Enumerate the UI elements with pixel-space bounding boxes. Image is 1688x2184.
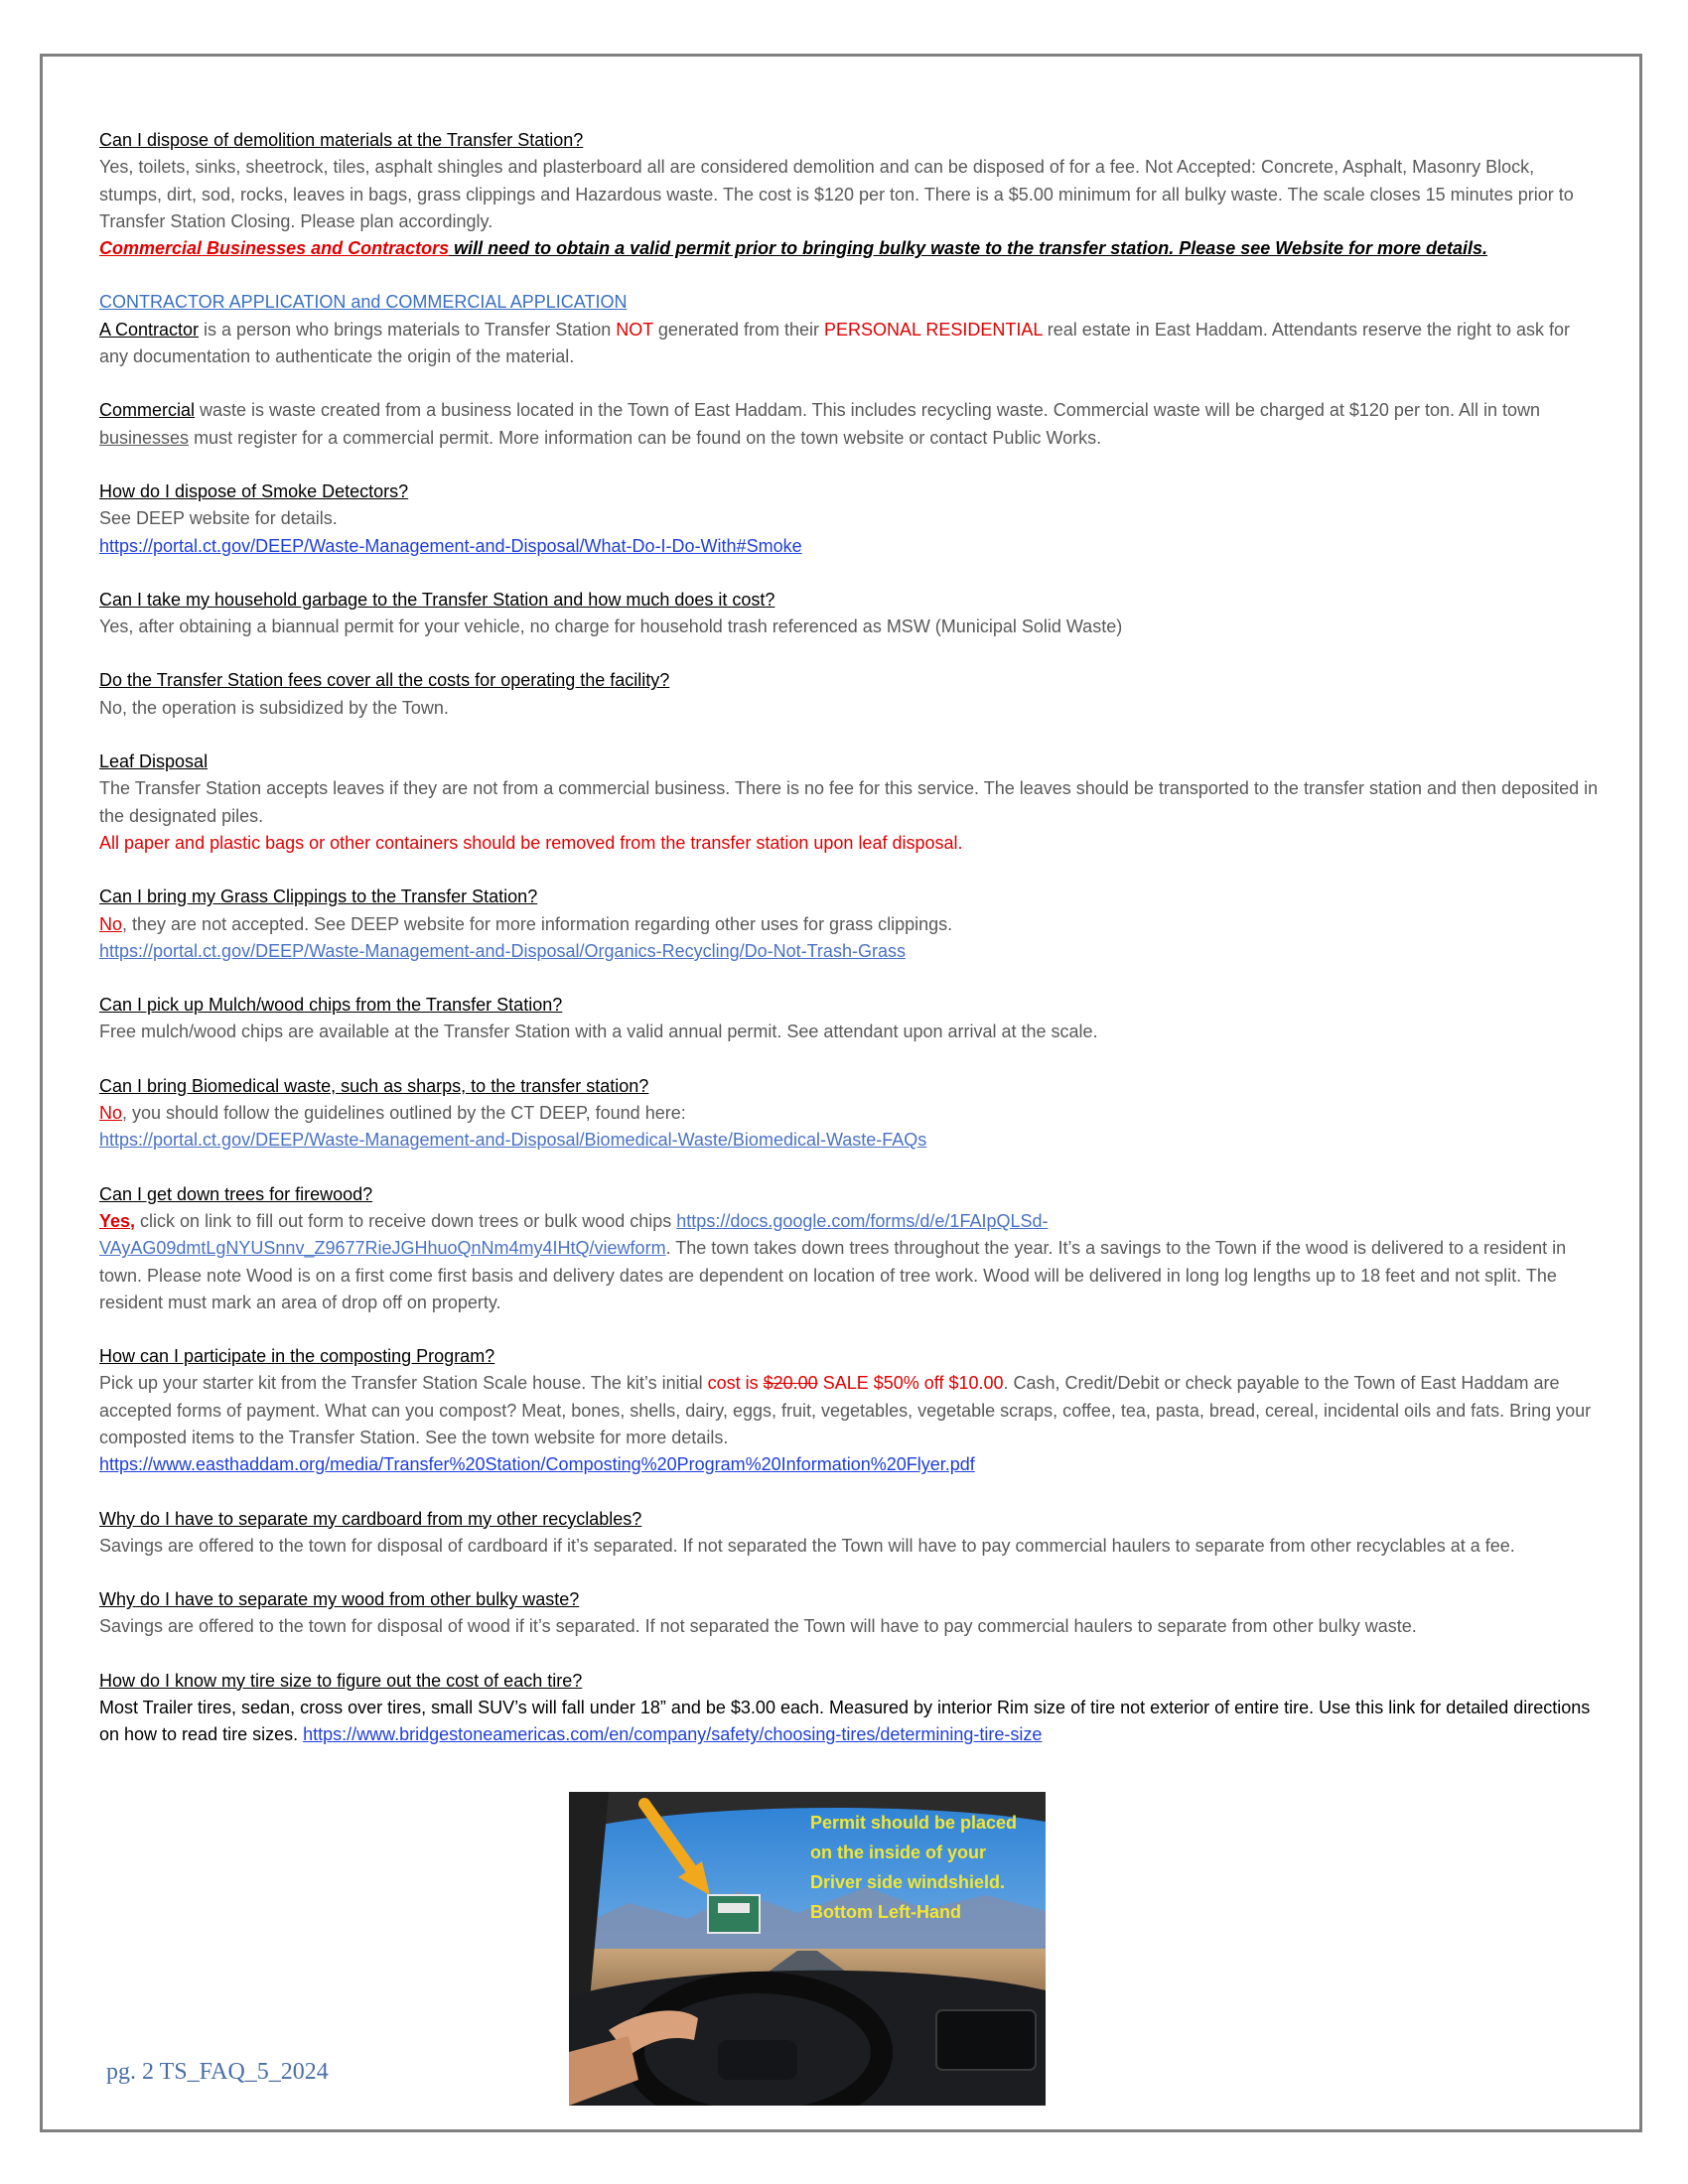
- faq-biomedical: [99, 1073, 1599, 1155]
- firewood-form-link[interactable]: https://docs.google.com/forms/d/e/1FAIpQLSd-VAyAG09dmtLgNYUSnnv_Z9677RieJGHhuoQnNm4my4IHtQ/viewform: [99, 1210, 1049, 1259]
- answer-mulch: Free mulch/wood chips are available at the Transfer Station with a valid annual permit. See attendant upon arrival at the scale.: [99, 1022, 1098, 1042]
- faq-cardboard: [99, 1506, 1599, 1561]
- question-fees: Do the Transfer Station fees cover all the costs for operating the facility?: [99, 670, 670, 691]
- businesses-term: businesses: [99, 427, 190, 448]
- compost-text-1: Pick up your starter kit from the Transfer Station Scale house. The kit’s initial: [99, 1373, 708, 1394]
- compost-sale-price: SALE $50% off $10.00: [817, 1373, 1004, 1394]
- answer-smoke: See DEEP website for details.: [99, 508, 338, 529]
- answer-tire: Most Trailer tires, sedan, cross over tires, small SUV’s will fall under 18” and be $3.00 each. Measured by interior Rim size of tire not exterior of entire tire. Use this link for detailed directions on how to read tire sizes.: [99, 1698, 1591, 1745]
- question-compost: How can I participate in the composting Program?: [99, 1346, 495, 1367]
- biomedical-link[interactable]: https://portal.ct.gov/DEEP/Waste-Management-and-Disposal/Biomedical-Waste/Biomedical-Waste-FAQs: [99, 1130, 927, 1151]
- question-grass: Can I bring my Grass Clippings to the Transfer Station?: [99, 887, 538, 907]
- compost-text-2: . Cash, Credit/Debit or check payable to the Town of East Haddam are accepted forms of payment. What can you compost? Meat, bones, shells, dairy, eggs, fruit, vegetables, vegetable scraps, coffee, tea, pasta, bread, cereal, incidental oils and fats. Bring your composted items to the Transfer Station. See the town website for more details.: [99, 1373, 1592, 1447]
- question-firewood: Can I get down trees for firewood?: [99, 1183, 373, 1204]
- grass-no: No: [99, 913, 123, 934]
- faq-fees: [99, 667, 1599, 722]
- compost-flyer-link[interactable]: https://www.easthaddam.org/media/Transfer%20Station/Composting%20Program%20Information%20Flyer.pdf: [99, 1454, 975, 1475]
- question-cardboard: Why do I have to separate my cardboard from my other recyclables?: [99, 1508, 642, 1529]
- faq-demolition: [99, 127, 1599, 262]
- question-demolition: Can I dispose of demolition materials at the Transfer Station?: [99, 130, 584, 150]
- question-garbage: Can I take my household garbage to the Transfer Station and how much does it cost?: [99, 589, 775, 610]
- grass-link[interactable]: https://portal.ct.gov/DEEP/Waste-Management-and-Disposal/Organics-Recycling/Do-Not-Trash-Grass: [99, 940, 906, 961]
- question-leaf: Leaf Disposal: [99, 751, 209, 772]
- not-label: NOT: [616, 319, 653, 340]
- faq-tire: [99, 1668, 1599, 1749]
- answer-cardboard: Savings are offered to the town for disposal of cardboard if it’s separated. If not separated the Town will have to pay commercial haulers to separate from other recyclables at a fee.: [99, 1535, 1515, 1556]
- firewood-yes: Yes,: [99, 1210, 136, 1231]
- contractor-section: [99, 289, 1599, 370]
- commercial-text-1: waste is waste created from a business located in the Town of East Haddam. This includes recycling waste. Commercial waste will be charged at $120 per ton. All in town: [195, 400, 1541, 421]
- question-wood: Why do I have to separate my wood from other bulky waste?: [99, 1589, 580, 1610]
- personal-residential-label: PERSONAL RESIDENTIAL: [824, 319, 1043, 340]
- faq-smoke: [99, 478, 1599, 560]
- contractor-text-1: is a person who brings materials to Transfer Station: [199, 319, 617, 340]
- smoke-link[interactable]: https://portal.ct.gov/DEEP/Waste-Management-and-Disposal/What-Do-I-Do-With#Smoke: [99, 535, 802, 556]
- answer-biomedical: , you should follow the guidelines outlined by the CT DEEP, found here:: [122, 1103, 686, 1124]
- compost-cost-label: cost is: [707, 1373, 764, 1394]
- answer-grass: , they are not accepted. See DEEP website for more information regarding other uses for grass clippings.: [122, 913, 953, 934]
- answer-fees: No, the operation is subsidized by the Town.: [99, 697, 449, 718]
- commercial-term: Commercial: [99, 400, 196, 421]
- question-tire: How do I know my tire size to figure out the cost of each tire?: [99, 1670, 583, 1691]
- answer-leaf: The Transfer Station accepts leaves if they are not from a commercial business. There is no fee for this service. The leaves should be transported to the transfer station and then deposited in the designated piles.: [99, 778, 1599, 826]
- firewood-text-1: click on link to fill out form to receive down trees or bulk wood chips: [135, 1210, 677, 1231]
- question-mulch: Can I pick up Mulch/wood chips from the Transfer Station?: [99, 995, 563, 1016]
- tire-size-link[interactable]: https://www.bridgestoneamericas.com/en/company/safety/choosing-tires/determining-tire-size: [303, 1724, 1043, 1745]
- answer-demolition: Yes, toilets, sinks, sheetrock, tiles, asphalt shingles and plasterboard all are considered demolition and can be disposed of for a fee. Not Accepted: Concrete, Asphalt, Masonry Block, stumps, dirt, sod, rocks, leaves in bags, grass clippings and Hazardous waste. The cost is $120 per ton. There is a $5.00 minimum for all bulky waste. The scale closes 15 minutes prior to Transfer Station Closing. Please plan accordingly.: [99, 157, 1574, 231]
- faq-garbage: [99, 587, 1599, 641]
- faq-leaf: [99, 749, 1599, 857]
- answer-wood: Savings are offered to the town for disposal of wood if it’s separated. If not separated the Town will have to pay commercial haulers to separate from other bulky waste.: [99, 1616, 1417, 1637]
- biomedical-no: No: [99, 1103, 123, 1124]
- contractor-text-2: generated from their: [652, 319, 825, 340]
- commercial-section: [99, 397, 1599, 452]
- commercial-text-2: must register for a commercial permit. More information can be found on the town website or contact Public Works.: [189, 427, 1102, 448]
- firewood-text-2: . The town takes down trees throughout the year. It’s a savings to the Town if the wood is delivered to a resident in town. Please note Wood is on a first come first basis and delivery dates are dependent on location of tree work. Wood will be delivered in long log lengths up to 18 feet and not split. The resident must mark an area of drop off on property.: [99, 1238, 1567, 1312]
- note-permit-text: will need to obtain a valid permit prior to bringing bulky waste to the transfer station. Please see Website for more details.: [449, 238, 1488, 259]
- faq-wood: [99, 1586, 1599, 1641]
- contractor-text-3: real estate in East Haddam. Attendants reserve the right to ask for any documentation to authenticate the origin of the material.: [99, 319, 1571, 367]
- compost-old-price: $20.00: [763, 1373, 818, 1394]
- faq-compost: [99, 1343, 1599, 1478]
- permit-placement-caption: Permit should be placed on the inside of your Driver side windshield. Bottom Left-Hand: [810, 1813, 1018, 1922]
- leaf-warning: All paper and plastic bags or other containers should be removed from the transfer station upon leaf disposal.: [99, 832, 963, 853]
- question-smoke: How do I dispose of Smoke Detectors?: [99, 480, 409, 501]
- page-footer: pg. 2 TS_FAQ_5_2024: [106, 2059, 329, 2085]
- faq-grass: [99, 884, 1599, 965]
- windshield-permit-photo: [569, 1792, 1046, 2106]
- faq-content: [99, 127, 1599, 1776]
- note-commercial-contractors: Commercial Businesses and Contractors: [99, 238, 450, 259]
- faq-mulch: [99, 992, 1599, 1046]
- contractor-application-link[interactable]: CONTRACTOR APPLICATION and COMMERCIAL APPLICATION: [99, 292, 628, 313]
- answer-garbage: Yes, after obtaining a biannual permit for your vehicle, no charge for household trash referenced as MSW (Municipal Solid Waste): [99, 616, 1123, 637]
- contractor-term: A Contractor: [99, 319, 200, 340]
- faq-firewood: [99, 1181, 1599, 1316]
- question-biomedical: Can I bring Biomedical waste, such as sharps, to the transfer station?: [99, 1075, 649, 1096]
